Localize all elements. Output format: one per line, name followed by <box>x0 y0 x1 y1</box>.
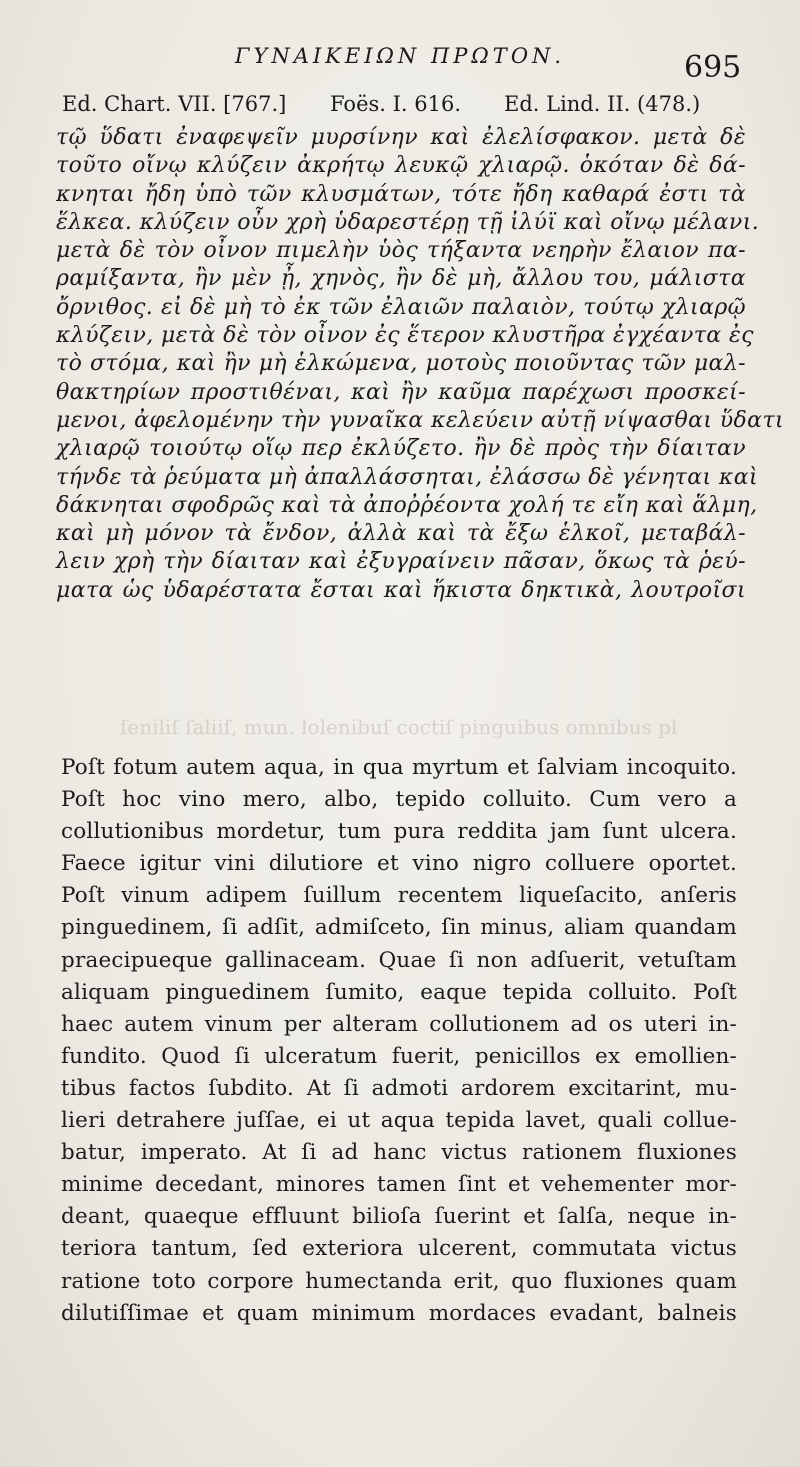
page-number: 695 <box>684 50 742 85</box>
greek-text-line: τήνδε τὰ ῥεύματα μὴ ἀπαλλάσσηται, ἐλάσσω δὲ γένηται καὶ <box>56 464 759 490</box>
greek-text-line: τῷ ὕδατι ἐναφεψεῖν μυρσίνην καὶ ἐλελίσφακον. μετὰ δὲ <box>56 125 746 150</box>
greek-text-line: ἕλκεα. κλύζειν οὖν χρὴ ὑδαρεστέρῃ τῇ ἰλύϊ καὶ οἴνῳ μέλανι. <box>56 209 760 235</box>
latin-text-line: aliquam pinguedinem ſumito, eaque tepida colluito. Poſt <box>61 979 737 1005</box>
latin-text-line: Faece igitur vini dilutiore et vino nigro colluere oportet. <box>61 851 737 877</box>
latin-text-line: batur, imperato. At ſi ad hanc victus rationem fluxiones <box>61 1140 737 1166</box>
greek-text-line: τὸ στόμα, καὶ ἢν μὴ ἑλκώμενα, μοτοὺς ποιοῦντας τῶν μαλ- <box>56 351 746 377</box>
greek-text-line: λειν χρὴ τὴν δίαιταν καὶ ἐξυγραίνειν πᾶσαν, ὅκως τὰ ῥεύ- <box>56 549 746 575</box>
latin-text-line: collutionibus mordetur, tum pura reddita jam ſunt ulcera. <box>61 819 737 845</box>
greek-text-line: ὄρνιθος. εἰ δὲ μὴ τὸ ἐκ τῶν ἐλαιῶν παλαιὸν, τούτῳ χλιαρῷ <box>56 294 746 320</box>
latin-text-line: ratione toto corpore humectanda erit, quo fluxiones quam <box>61 1268 737 1294</box>
latin-text-line: deant, quaeque effluunt bilioſa ſuerint et ſalſa, neque in- <box>61 1204 737 1230</box>
greek-text-line: κνηται ἤδη ὑπὸ τῶν κλυσμάτων, τότε ἤδη καθαρά ἐστι τὰ <box>56 181 746 207</box>
latin-text-line: haec autem vinum per alteram collutionem ad os uteri in- <box>61 1011 737 1037</box>
greek-text-line: δάκνηται σφοδρῶς καὶ τὰ ἀποῤῥέοντα χολή τε εἴη καὶ ἅλμη, <box>56 492 758 518</box>
greek-text-line: ραμίξαντα, ἢν μὲν ᾖ, χηνὸς, ἢν δὲ μὴ, ἄλλου του, μάλιστα <box>56 266 746 292</box>
running-title: ΓΥΝΑΙΚΕΙΩΝ ΠΡΩΤΟΝ. <box>234 44 566 68</box>
latin-text-line: lieri detrahere juſſae, ei ut aqua tepida lavet, quali collue- <box>61 1108 737 1134</box>
bleed-through-text: ſeniliſ ſaliiſ, mun. lolenibuſ coctiſ pinguibus omnibus pl <box>120 715 678 739</box>
greek-text-line: κλύζειν, μετὰ δὲ τὸν οἶνον ἐς ἕτερον κλυστῆρα ἐγχέαντα ἐς <box>56 323 754 349</box>
greek-text-line: θακτηρίων προστιθέναι, καὶ ἢν καῦμα παρέχωσι προσκεί- <box>56 379 746 405</box>
edition-references <box>62 92 742 122</box>
latin-text-line: teriora tantum, ſed exteriora ulcerent, commutata victus <box>61 1236 737 1262</box>
latin-text-line: praecipueque gallinaceam. Quae ſi non adſuerit, vetuſtam <box>61 947 737 973</box>
latin-text-line: Poſt hoc vino mero, albo, tepido colluito. Cum vero a <box>61 787 737 813</box>
latin-text-line: pinguedinem, ſi adſit, admiſceto, ſin minus, aliam quandam <box>61 915 737 941</box>
greek-text-line: χλιαρῷ τοιούτῳ οἵῳ περ ἐκλύζετο. ἢν δὲ πρὸς τὴν δίαιταν <box>56 436 746 462</box>
greek-text-line: μετὰ δὲ τὸν οἶνον πιμελὴν ὑὸς τήξαντα νεηρὴν ἔλαιον πα- <box>56 238 746 264</box>
latin-translation-block <box>61 752 737 1330</box>
latin-text-line: tibus factos ſubdito. At ſi admoti ardorem excitarint, mu- <box>61 1075 737 1101</box>
linden-reference: Ed. Lind. II. (478.) <box>504 92 701 116</box>
latin-text-line: fundito. Quod ſi ulceratum fuerit, penicillos ex emollien- <box>61 1043 737 1069</box>
greek-text-line: μενοι, ἀφελομένην τὴν γυναῖκα κελεύειν αὐτῇ νίψασθαι ὕδατι <box>56 407 785 433</box>
greek-text-line: καὶ μὴ μόνον τὰ ἔνδον, ἀλλὰ καὶ τὰ ἔξω ἑλκοῖ, μεταβάλ- <box>56 521 746 547</box>
greek-text-block <box>56 124 785 605</box>
greek-text-line: ματα ὡς ὑδαρέστατα ἔσται καὶ ἥκιστα δηκτικὰ, λουτροῖσι <box>56 577 746 603</box>
latin-text-line: minime decedant, minores tamen ſint et vehementer mor- <box>61 1172 737 1198</box>
foesius-reference: Foës. I. 616. <box>330 92 462 116</box>
greek-text-line: τοῦτο οἴνῳ κλύζειν ἀκρήτῳ λευκῷ χλιαρῷ. ὁκόταν δὲ δά- <box>56 153 746 179</box>
latin-text-line: dilutiſſimae et quam minimum mordaces evadant, balneis <box>61 1300 737 1326</box>
latin-text-line: Poſt vinum adipem ſuillum recentem liqueſacito, anſeris <box>61 883 737 909</box>
chartier-reference: Ed. Chart. VII. [767.] <box>62 92 287 116</box>
latin-text-line: Poſt fotum autem aqua, in qua myrtum et ſalviam incoquito. <box>61 755 737 780</box>
